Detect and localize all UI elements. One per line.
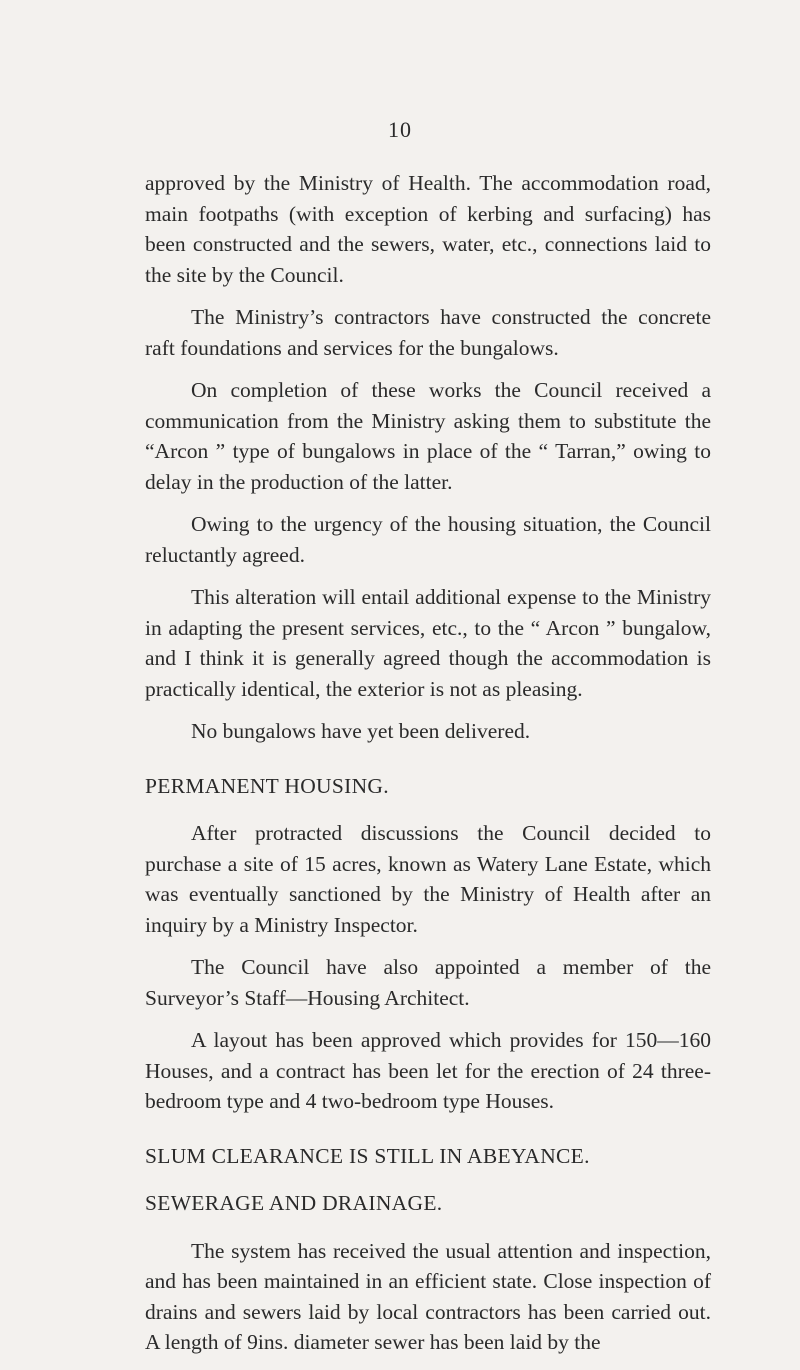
paragraph-watery-lane-site: After protracted discussions the Council decided to purchase a site of 15 acres, known as Watery Lane Estate, which was eventually sanctioned by the Ministry of Health after an inquiry by a Ministry Inspector. — [145, 821, 711, 937]
paragraph-arcon-substitution: On completion of these works the Council received a communication from the Ministry asking them to substitute the “Arcon ” type of bungalows in place of the “ Tarran,” owing to delay in the production of the latter. — [145, 378, 711, 494]
paragraph-accommodation-road: approved by the Ministry of Health. The accommodation road, main footpaths (with exception of kerbing and surfacing) has been constructed and the sewers, water, etc., connections laid to the site by the Council. — [145, 171, 711, 287]
document-body — [145, 168, 711, 1370]
paragraph-additional-expense: This alteration will entail additional expense to the Ministry in adapting the present services, etc., to the “ Arcon ” bungalow, and I think it is generally agreed though the accommodation is practically identical, the exterior is not as pleasing. — [145, 585, 711, 701]
paragraph-layout-approved: A layout has been approved which provides for 150—160 Houses, and a contract has been let for the erection of 24 three-bedroom type and 4 two-bedroom type Houses. — [145, 1028, 711, 1113]
paragraph-council-agreed: Owing to the urgency of the housing situation, the Council reluctantly agreed. — [145, 512, 711, 567]
paragraph-raft-foundations: The Ministry’s contractors have constructed the concrete raft foundations and services for the bungalows. — [145, 305, 711, 360]
page-number: 10 — [388, 117, 412, 142]
heading-permanent-housing: PERMANENT HOUSING. — [145, 773, 389, 798]
paragraph-no-bungalows: No bungalows have yet been delivered. — [191, 719, 531, 743]
heading-sewerage-drainage: SEWERAGE AND DRAINAGE. — [145, 1191, 443, 1215]
paragraph-sewer-system: The system has received the usual attention and inspection, and has been maintained in an efficient state. Close inspection of drains and sewers laid by local contractors has been carried out. A length of 9ins. diameter sewer has been laid by the — [145, 1238, 711, 1354]
paragraph-housing-architect: The Council have also appointed a member of the Surveyor’s Staff—Housing Architect. — [145, 955, 711, 1010]
heading-slum-clearance: SLUM CLEARANCE IS STILL IN ABEYANCE. — [145, 1143, 590, 1168]
